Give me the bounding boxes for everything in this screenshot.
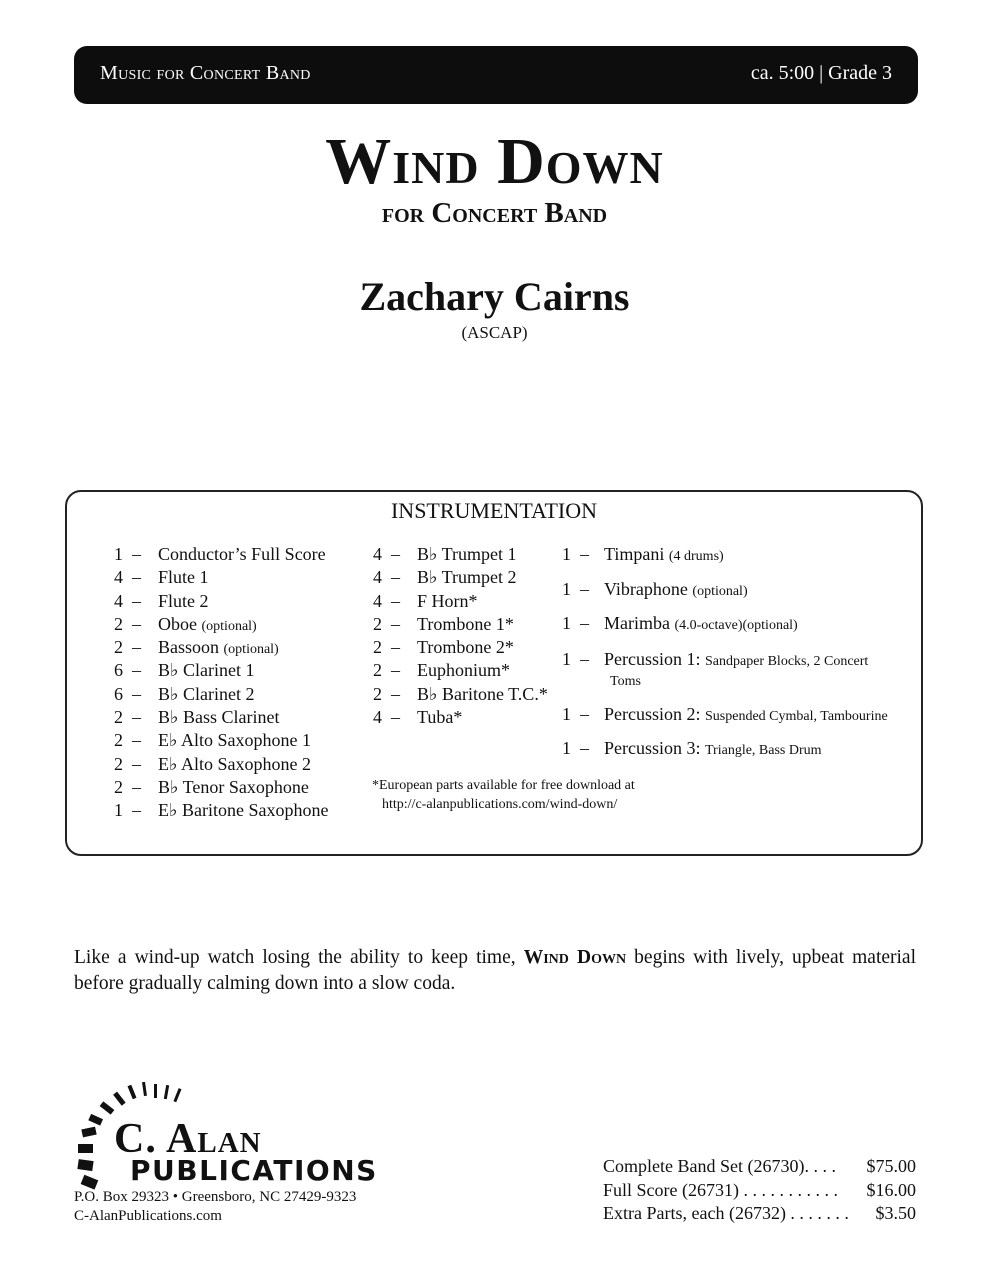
description-text-after: begins with lively, upbeat material before gradually calming down into a slow coda. [74, 947, 916, 994]
dash: – [132, 776, 141, 797]
instrumentation-column-2 [373, 543, 548, 729]
instrument-name: Timpani [604, 544, 665, 564]
instrument-name: Trombone 1* [417, 613, 514, 634]
dash: – [132, 800, 141, 821]
instrument-name: Conductor’s Full Score [158, 544, 326, 564]
part-quantity: 2 [114, 707, 123, 728]
publisher-address: P.O. Box 29323 • Greensboro, NC 27429-9323 [74, 1189, 357, 1205]
publisher-name: C. Alan [114, 1116, 262, 1162]
dash: – [391, 637, 400, 658]
footnote-url: http://c-alanpublications.com/wind-down/ [382, 797, 618, 812]
instrumentation-column-1 [114, 543, 328, 823]
instrument-detail: Sandpaper Blocks, 2 Concert [705, 654, 869, 669]
instrument-row [373, 636, 548, 659]
dash: – [580, 738, 589, 758]
price-value: $3.50 [875, 1203, 916, 1223]
percussion-row [562, 737, 822, 762]
publisher-website: C-AlanPublications.com [74, 1208, 222, 1224]
footnote [372, 776, 635, 814]
instrument-row [373, 543, 548, 566]
part-quantity: 2 [114, 776, 123, 797]
dash: – [132, 567, 141, 588]
part-quantity: 1 [114, 544, 123, 564]
instrument-name: Oboe [158, 613, 197, 634]
instrument-row [373, 659, 548, 682]
part-quantity: 2 [373, 660, 382, 681]
publisher-contact [74, 1188, 356, 1226]
price-row [603, 1179, 916, 1203]
header-banner [74, 46, 918, 104]
price-row [603, 1155, 916, 1179]
price-value: $75.00 [866, 1156, 916, 1176]
part-quantity: 1 [562, 544, 571, 564]
part-quantity: 2 [114, 637, 123, 658]
instrument-name: E♭ Alto Saxophone 1 [158, 730, 311, 751]
dash: – [391, 707, 400, 728]
dash: – [580, 649, 589, 669]
percussion-row [562, 648, 868, 673]
price-value: $16.00 [866, 1179, 916, 1200]
part-quantity: 1 [114, 800, 123, 821]
price-label: Extra Parts, each (26732) . . . . . . . [603, 1203, 849, 1223]
instrument-row [114, 729, 328, 752]
part-quantity: 2 [373, 613, 382, 634]
description-text-before: Like a wind-up watch losing the ability to keep time, [74, 947, 524, 968]
dash: – [580, 544, 589, 564]
price-label: Full Score (26731) . . . . . . . . . . . [603, 1179, 838, 1200]
dash: – [132, 590, 141, 611]
instrument-row [373, 683, 548, 706]
instrument-row [114, 776, 328, 799]
price-list [603, 1155, 916, 1226]
instrument-row [114, 636, 328, 659]
instrument-detail: (4 drums) [668, 549, 724, 564]
publisher-name-2: PUBLICATIONS [130, 1154, 378, 1187]
percussion-row [562, 703, 888, 728]
part-quantity: 1 [562, 613, 571, 633]
dash: – [391, 660, 400, 681]
part-quantity: 4 [373, 544, 382, 564]
instrument-name: Euphonium* [417, 660, 510, 681]
part-quantity: 6 [114, 660, 123, 681]
composer-name: Zachary Cairns [359, 274, 630, 319]
instrument-row [373, 613, 548, 636]
instrument-name: F Horn* [417, 590, 478, 611]
instrument-row [114, 799, 328, 822]
instrument-row [114, 659, 328, 682]
part-quantity: 4 [373, 590, 382, 611]
instrument-detail: Suspended Cymbal, Tambourine [705, 709, 888, 724]
part-quantity: 2 [373, 637, 382, 658]
price-label: Complete Band Set (26730). . . . [603, 1156, 836, 1176]
part-quantity: 2 [114, 730, 123, 751]
percussion-row [562, 543, 724, 568]
part-quantity: 4 [114, 567, 123, 588]
dash: – [580, 579, 589, 599]
instrument-detail: Triangle, Bass Drum [705, 743, 822, 758]
dash: – [132, 707, 141, 728]
part-quantity: 2 [114, 753, 123, 774]
instrument-name: Vibraphone [604, 579, 688, 599]
instrument-detail: (optional) [692, 584, 748, 599]
dash: – [391, 544, 400, 564]
part-quantity: 1 [562, 579, 571, 599]
instrument-row [373, 566, 548, 589]
dash: – [132, 683, 141, 704]
description [74, 945, 916, 997]
instrument-note: (optional) [201, 618, 257, 634]
instrument-name: E♭ Alto Saxophone 2 [158, 753, 311, 774]
instrument-row [373, 590, 548, 613]
composer-affiliation: (ASCAP) [461, 323, 528, 342]
dash: – [580, 704, 589, 724]
instrumentation-heading: INSTRUMENTATION [390, 498, 597, 523]
instrument-detail: (4.0-octave)(optional) [674, 618, 798, 633]
instrument-detail-continued: Toms [610, 674, 641, 689]
instrument-name: Percussion 3: [604, 738, 701, 758]
instrument-name: B♭ Tenor Saxophone [158, 776, 309, 797]
instrument-row [373, 706, 548, 729]
dash: – [132, 730, 141, 751]
instrument-row [114, 706, 328, 729]
instrument-note: (optional) [223, 642, 279, 658]
dash: – [391, 590, 400, 611]
part-quantity: 4 [114, 590, 123, 611]
instrument-name: B♭ Clarinet 2 [158, 683, 255, 704]
dash: – [391, 683, 400, 704]
dash: – [132, 544, 141, 564]
dash: – [132, 660, 141, 681]
piece-title: Wind Down [325, 125, 664, 198]
duration-grade: ca. 5:00 | Grade 3 [750, 62, 892, 84]
instrument-name: Percussion 2: [604, 704, 701, 724]
dash: – [580, 613, 589, 633]
percussion-row [562, 578, 748, 603]
footnote-text: *European parts available for free download at [372, 778, 635, 793]
dash: – [132, 613, 141, 634]
dash: – [391, 613, 400, 634]
instrument-row [114, 683, 328, 706]
piece-subtitle: for Concert Band [381, 197, 608, 229]
instrument-name: B♭ Clarinet 1 [158, 660, 255, 681]
part-quantity: 1 [562, 649, 571, 669]
price-row [603, 1202, 916, 1226]
dash: – [132, 753, 141, 774]
instrument-row [114, 590, 328, 613]
dash: – [391, 567, 400, 588]
instrument-name: B♭ Trumpet 1 [417, 544, 517, 564]
instrument-name: Trombone 2* [417, 637, 514, 658]
dash: – [132, 637, 141, 658]
description-title: Wind Down [523, 947, 627, 968]
instrument-name: Percussion 1: [604, 649, 701, 669]
instrument-row [114, 613, 328, 636]
instrument-name: E♭ Baritone Saxophone [158, 800, 329, 821]
instrument-name: B♭ Bass Clarinet [158, 707, 280, 728]
instrument-row [114, 566, 328, 589]
part-quantity: 6 [114, 683, 123, 704]
percussion-row [562, 612, 798, 637]
part-quantity: 2 [373, 683, 382, 704]
instrument-name: Marimba [604, 613, 670, 633]
part-quantity: 1 [562, 704, 571, 724]
instrument-name: Flute 2 [158, 590, 209, 611]
instrument-name: B♭ Trumpet 2 [417, 567, 517, 588]
series-label: Music for Concert Band [100, 62, 311, 84]
part-quantity: 4 [373, 707, 382, 728]
instrument-name: Bassoon [158, 637, 220, 658]
part-quantity: 1 [562, 738, 571, 758]
part-quantity: 2 [114, 613, 123, 634]
part-quantity: 4 [373, 567, 382, 588]
instrument-name: B♭ Baritone T.C.* [417, 683, 548, 704]
instrument-row [114, 753, 328, 776]
instrument-name: Flute 1 [158, 567, 209, 588]
instrument-row [114, 543, 328, 566]
instrument-name: Tuba* [417, 707, 463, 728]
